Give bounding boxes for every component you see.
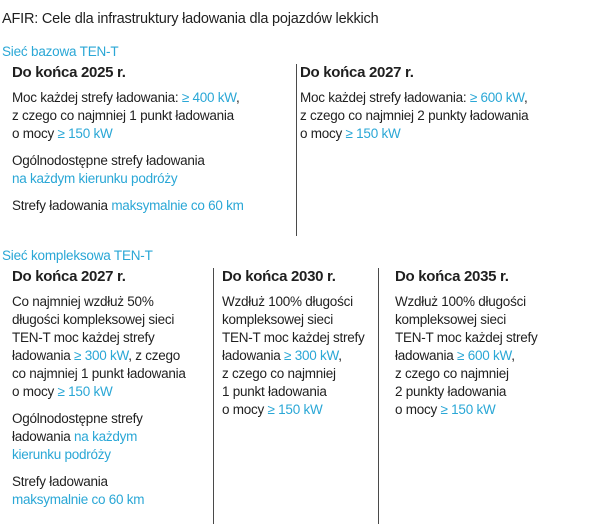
core-2025-distance-text: Strefy ładowania maksymalnie co 60 km (12, 198, 244, 213)
comp-2027-distance-text: Strefy ładowania maksymalnie co 60 km (12, 473, 213, 509)
core-2027-power-text: Moc każdej strefy ładowania: ≥ 600 kW, z czego co najmniej 2 punkty ładowania o mocy ≥ 150 kW (300, 90, 529, 141)
core-2027-column (300, 64, 590, 236)
highlight-value: ≥ 300 kW (74, 348, 129, 363)
comp-2027-column (4, 268, 214, 524)
core-2025-power-text: Moc każdej strefy ładowania: ≥ 400 kW, z czego co najmniej 1 punkt ładowania o mocy ≥ 150 kW (12, 90, 240, 141)
highlight-value: na każdym (74, 429, 138, 444)
comp-2030-power-text: Wzdłuż 100% długości kompleksowej sieci TEN-T moc każdej strefy ładowania ≥ 300 kW, z czego co najmniej 1 punkt ładowania o mocy ≥ 150 kW (222, 294, 365, 417)
section-label-core-network: Sieć bazowa TEN-T (2, 44, 119, 59)
comp-2035-column (395, 268, 595, 524)
comp-2030-column (222, 268, 379, 524)
highlight-value: ≥ 600 kW (469, 90, 525, 105)
highlight-value: ≥ 150 kW (267, 402, 323, 417)
comp-2027-heading: Do końca 2027 r. (12, 268, 126, 285)
highlight-value: ≥ 150 kW (57, 384, 113, 399)
highlight-value: na każdym kierunku podróży (12, 171, 178, 186)
core-2025-column (4, 64, 297, 236)
comp-2027-power-text: Co najmniej wzdłuż 50% długości kompleksowej sieci TEN-T moc każdej strefy ładowania ≥ 300 kW, z czego co najmniej 1 punkt ładowania o mocy ≥ 150 kW (12, 294, 186, 399)
core-2027-heading: Do końca 2027 r. (300, 64, 414, 81)
highlight-value: ≥ 400 kW (181, 90, 237, 105)
page-title: AFIR: Cele dla infrastruktury ładowania dla pojazdów lekkich (2, 11, 379, 27)
comp-2035-power-text: Wzdłuż 100% długości kompleksowej sieci TEN-T moc każdej strefy ładowania ≥ 600 kW, z czego co najmniej 2 punkty ładowania o mocy ≥ 150 kW (395, 294, 538, 417)
highlight-value: ≥ 600 kW (457, 348, 512, 363)
comp-2030-heading: Do końca 2030 r. (222, 268, 336, 285)
comp-2035-heading: Do końca 2035 r. (395, 268, 509, 285)
core-2025-heading: Do końca 2025 r. (12, 64, 126, 81)
section-label-comprehensive-network: Sieć kompleksowa TEN-T (2, 248, 153, 263)
highlight-value: ≥ 300 kW (284, 348, 339, 363)
core-2025-direction-text: Ogólnodostępne strefy ładowania na każdym kierunku podróży (12, 152, 296, 188)
highlight-value: kierunku podróży (12, 447, 111, 462)
highlight-value: maksymalnie co 60 km (12, 492, 145, 507)
highlight-value: maksymalnie co 60 km (111, 198, 244, 213)
highlight-value: ≥ 150 kW (440, 402, 496, 417)
highlight-value: ≥ 150 kW (57, 126, 113, 141)
highlight-value: ≥ 150 kW (345, 126, 401, 141)
comp-2027-direction-text: Ogólnodostępne strefy ładowania na każdym kierunku podróży (12, 410, 213, 464)
